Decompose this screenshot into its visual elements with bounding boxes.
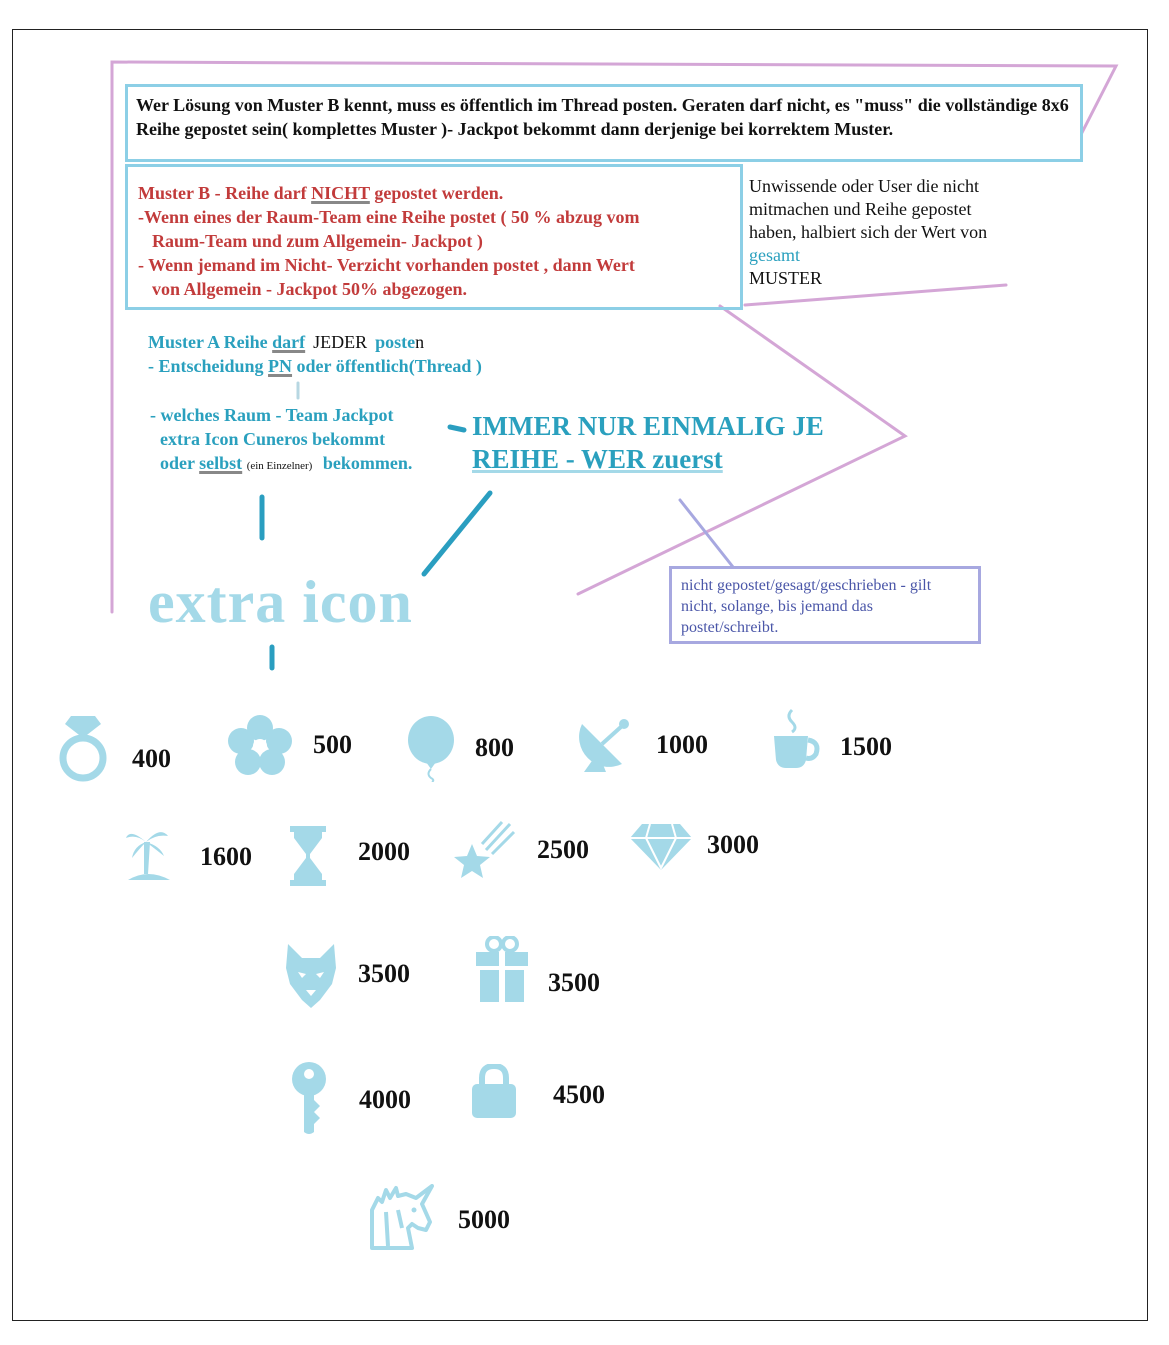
raum-selbst: selbst [199,453,243,473]
muster-b-line4: - Wenn jemand im Nicht- Verzicht vorhanden postet , dann Wert [138,255,635,275]
side-note-end: MUSTER [749,268,823,288]
side-note [749,175,999,290]
key-icon [290,1062,328,1134]
icon-value: 1000 [656,730,708,759]
teal-line-diag [424,493,490,574]
raum-small: (ein Einzelner) [246,460,313,472]
icon-value: 2000 [358,837,410,866]
shooting-star-icon [452,820,516,880]
diamond-icon [630,824,692,870]
immer-heading [472,410,824,476]
notice-box [125,84,1083,162]
muster-b-line1-a: Muster B - Reihe darf [138,183,312,203]
muster-b-line2: -Wenn eines der Raum-Team eine Reihe postet ( 50 % abzug vom [138,207,640,227]
lock-icon [472,1064,516,1118]
unicorn-icon [368,1184,438,1250]
coffee-cup-icon [770,708,820,770]
raum-team-block [150,403,412,478]
hourglass-icon [290,826,326,886]
teal-dash [450,427,464,430]
muster-a-n: n [415,332,425,352]
icon-value: 3000 [707,830,759,859]
muster-b-line3: Raum-Team und zum Allgemein- Jackpot ) [152,231,483,251]
satellite-dish-icon [576,714,632,774]
gift-icon [476,936,528,1002]
raum-line3 [150,451,412,478]
extra-icon-title: extra icon [148,569,413,635]
purple-pointer [680,500,733,567]
muster-a-line2-b: oder öffentlich(Thread ) [292,356,482,376]
muster-b-box [125,164,743,310]
muster-a-darf: darf [272,332,306,352]
icon-value: 4000 [359,1085,411,1114]
side-note-gesamt: gesamt [749,245,800,265]
flower-icon [228,714,292,776]
icon-value: 3500 [548,968,600,997]
muster-b-line1-b: gepostet werden. [369,183,504,203]
raum-line3-a: oder [160,453,200,473]
muster-b-line5: von Allgemein - Jackpot 50% abgezogen. [152,279,467,299]
muster-a-poste: poste [375,332,416,352]
nicht-note-box [669,566,981,644]
side-note-text: Unwissende oder User die nicht mitmachen und Reihe gepostet haben, halbiert sich der Wert von [749,176,988,242]
muster-a-line2 [148,354,482,378]
icon-value: 400 [132,744,171,773]
muster-a-text: Muster A Reihe [148,332,273,352]
muster-a-block [148,330,482,378]
nicht-note-text: nicht gepostet/gesagt/geschrieben - gilt nicht, solange, bis jemand das postet/schreibt. [681,577,932,636]
icon-value: 500 [313,730,352,759]
icon-value: 2500 [537,835,589,864]
icon-value: 800 [475,733,514,762]
icon-value: 1500 [840,732,892,761]
icon-value: 1600 [200,842,252,871]
muster-a-line2-a: - Entscheidung [148,356,269,376]
raum-line2: extra Icon Cuneros bekommt [160,429,386,449]
raum-line3-b: bekommen. [322,453,413,473]
muster-a-pn: PN [268,356,293,376]
muster-a-line1 [148,330,482,354]
muster-b-nicht: NICHT [311,183,370,203]
muster-b-line1 [138,181,730,205]
balloon-icon [406,716,456,782]
wolf-icon [284,944,338,1010]
icon-value: 5000 [458,1205,510,1234]
muster-a-jeder: JEDER [313,332,368,352]
immer-line1: IMMER NUR EINMALIG JE [472,411,824,441]
notice-text: Wer Lösung von Muster B kennt, muss es öffentlich im Thread posten. Geraten darf nicht, es "muss" die vollständige 8x6 Reihe gepostet sein( komplettes Muster )- Jackpot bekommt dann derjenige bei korrektem Muster. [136,95,1069,139]
raum-line1: - welches Raum - Team Jackpot [150,405,394,425]
icon-value: 4500 [553,1080,605,1109]
palm-tree-icon [124,824,172,882]
icon-value: 3500 [358,959,410,988]
ring-icon [55,712,111,784]
immer-line2: REIHE - WER zuerst [472,444,723,474]
